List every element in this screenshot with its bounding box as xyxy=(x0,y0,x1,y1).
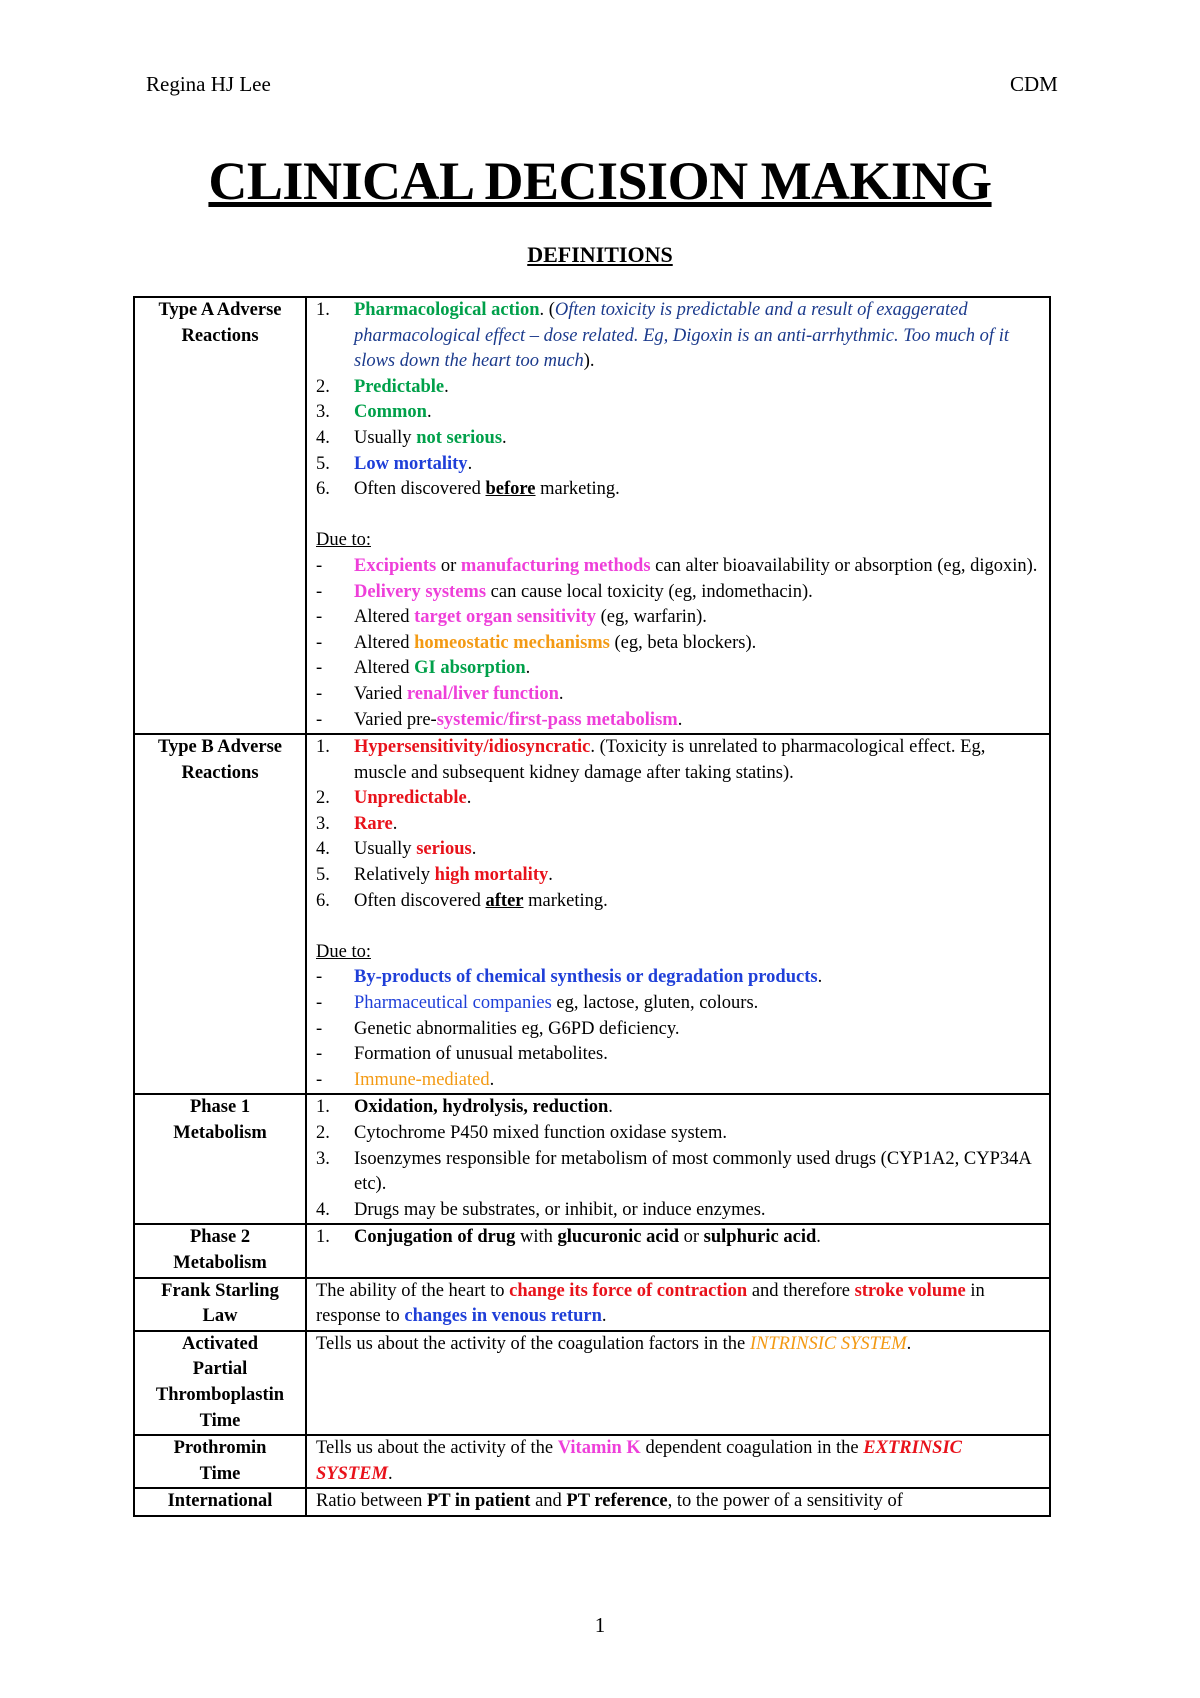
list-item: - Pharmaceutical companies eg, lactose, gluten, colours. xyxy=(316,993,759,1014)
page-number: 1 xyxy=(594,1613,606,1637)
term-cell xyxy=(134,1094,306,1224)
term-cell xyxy=(134,297,306,734)
term-line: Time xyxy=(199,1410,241,1431)
table-row xyxy=(134,1094,1050,1224)
list-item: 2. Unpredictable. xyxy=(316,788,472,809)
header-code: CDM xyxy=(1010,72,1058,96)
list-item: - Varied pre-systemic/first-pass metabolism. xyxy=(316,709,683,730)
table-row xyxy=(134,297,1050,734)
term-line: Time xyxy=(199,1463,241,1484)
numbered-list xyxy=(316,1095,1041,1223)
term-cell xyxy=(134,1331,306,1435)
list-item: 3. Common. xyxy=(316,402,432,423)
list-item: 1. Oxidation, hydrolysis, reduction. xyxy=(316,1097,613,1118)
term-line: Phase 2 xyxy=(189,1227,251,1248)
list-item: - Altered target organ sensitivity (eg, warfarin). xyxy=(316,607,707,628)
term-line: International xyxy=(167,1491,273,1512)
definition-cell: The ability of the heart to change its force of contraction and therefore stroke volume in response to changes in venous return. xyxy=(306,1278,1050,1331)
list-item: 5. Relatively high mortality. xyxy=(316,865,553,886)
list-item: 4. Usually not serious. xyxy=(316,427,507,448)
section-heading: DEFINITIONS xyxy=(527,242,673,267)
list-item: 4. Drugs may be substrates, or inhibit, or induce enzymes. xyxy=(316,1199,766,1220)
term-cell xyxy=(134,1278,306,1331)
list-item: 6. Often discovered before marketing. xyxy=(316,479,620,500)
term-line: Phase 1 xyxy=(189,1097,251,1118)
definition-cell: Tells us about the activity of the coagulation factors in the INTRINSIC SYSTEM. xyxy=(306,1331,1050,1435)
table-row xyxy=(134,1488,1050,1516)
term-cell xyxy=(134,1224,306,1277)
due-to-label: Due to: xyxy=(316,941,371,962)
term-line: Type A Adverse xyxy=(158,300,282,320)
definition-cell xyxy=(306,1224,1050,1277)
term-line: Prothromin xyxy=(173,1438,267,1459)
list-item: 1. Hypersensitivity/idiosyncratic. (Toxicity is unrelated to pharmacological effect. Eg, muscle and subsequent kidney damage after taking statins). xyxy=(316,737,986,783)
list-item: - Altered homeostatic mechanisms (eg, beta blockers). xyxy=(316,632,757,653)
numbered-list xyxy=(316,298,1041,503)
table-row xyxy=(134,1435,1050,1488)
list-item: 3. Rare. xyxy=(316,813,398,834)
numbered-list xyxy=(316,1225,1041,1251)
term-line: Partial xyxy=(192,1359,248,1380)
term-cell xyxy=(134,734,306,1094)
term-line: Frank Starling xyxy=(161,1280,279,1301)
list-item: 5. Low mortality. xyxy=(316,453,473,474)
term-line: Type B Adverse xyxy=(157,737,283,758)
table-row xyxy=(134,1224,1050,1277)
document-title: CLINICAL DECISION MAKING xyxy=(208,151,992,211)
list-item: 1. Pharmacological action. (Often toxicity is predictable and a result of exaggerated pharmacological effect – dose related. Eg, Digoxin is an anti-arrhythmic. Too much of it slows down the heart too much). xyxy=(316,300,1009,372)
term-line: Activated xyxy=(181,1333,259,1354)
table-row xyxy=(134,1331,1050,1435)
list-item: - Delivery systems can cause local toxicity (eg, indomethacin). xyxy=(316,581,813,602)
term-line: Thromboplastin xyxy=(155,1384,285,1405)
table-row xyxy=(134,1278,1050,1331)
term-line: Metabolism xyxy=(173,1123,267,1143)
list-item: - Formation of unusual metabolites. xyxy=(316,1044,608,1065)
list-item: - Varied renal/liver function. xyxy=(316,683,564,704)
table-row xyxy=(134,734,1050,1094)
term-line: Law xyxy=(202,1306,238,1327)
term-line: Reactions xyxy=(181,762,259,783)
definition-cell xyxy=(306,297,1050,734)
numbered-list xyxy=(316,735,1041,914)
list-item: - Immune-mediated. xyxy=(316,1069,495,1090)
list-item: 6. Often discovered after marketing. xyxy=(316,890,608,911)
list-item: 2. Cytochrome P450 mixed function oxidase system. xyxy=(316,1123,728,1143)
due-to-label: Due to: xyxy=(316,530,371,551)
list-item: 3. Isoenzymes responsible for metabolism of most commonly used drugs (CYP1A2, CYP34A etc). xyxy=(316,1148,1031,1195)
list-item: - Excipients or manufacturing methods can alter bioavailability or absorption (eg, digoxin). xyxy=(316,555,1038,576)
term-line: Reactions xyxy=(181,325,259,346)
bullet-list xyxy=(316,965,1041,1093)
definition-cell xyxy=(306,734,1050,1094)
list-item: - Altered GI absorption. xyxy=(316,658,531,679)
list-item: - Genetic abnormalities eg, G6PD deficiency. xyxy=(316,1018,680,1039)
definition-cell: Ratio between PT in patient and PT reference, to the power of a sensitivity of xyxy=(306,1488,1050,1516)
list-item: - By-products of chemical synthesis or degradation products. xyxy=(316,967,823,988)
definition-cell xyxy=(306,1094,1050,1224)
list-item: 4. Usually serious. xyxy=(316,839,477,860)
list-item: 2. Predictable. xyxy=(316,376,449,397)
definitions-table xyxy=(133,296,1051,1517)
list-item: 1. Conjugation of drug with glucuronic acid or sulphuric acid. xyxy=(316,1227,821,1248)
term-cell xyxy=(134,1488,306,1516)
bullet-list xyxy=(316,554,1041,733)
definition-cell: Tells us about the activity of the Vitamin K dependent coagulation in the EXTRINSIC SYSTEM. xyxy=(306,1435,1050,1488)
term-cell xyxy=(134,1435,306,1488)
header-author: Regina HJ Lee xyxy=(146,72,271,96)
term-line: Metabolism xyxy=(173,1252,267,1273)
